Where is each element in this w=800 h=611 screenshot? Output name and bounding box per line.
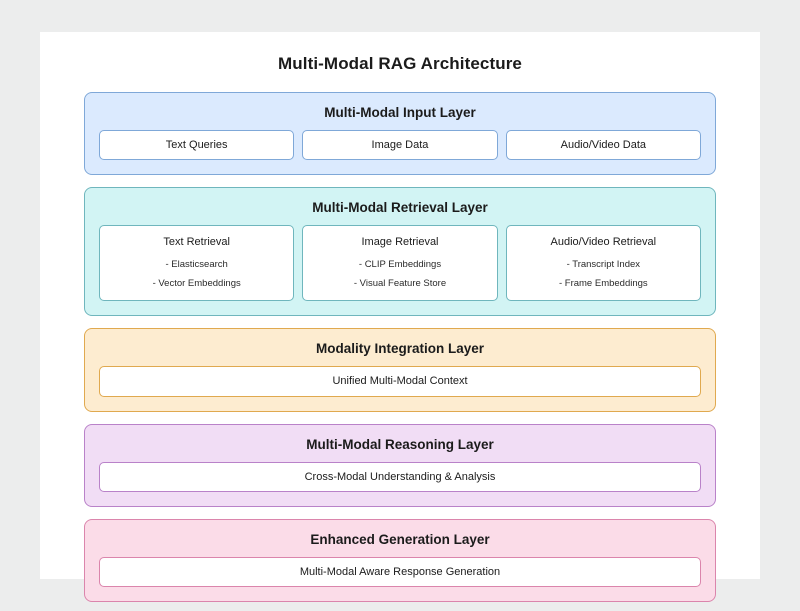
layer-input <box>84 92 716 175</box>
layer-title-reasoning: Multi-Modal Reasoning Layer <box>306 436 494 452</box>
layer-retrieval-boxes <box>99 225 701 301</box>
node-detail: - Frame Embeddings <box>558 278 648 290</box>
layer-stack <box>40 92 760 602</box>
node-audio-video-retrieval[interactable] <box>506 225 701 301</box>
node-text-retrieval[interactable] <box>99 225 294 301</box>
layer-integration <box>84 328 716 411</box>
node-detail: - Vector Embeddings <box>152 278 241 290</box>
layer-integration-boxes <box>99 366 701 396</box>
layer-title-input: Multi-Modal Input Layer <box>324 105 476 120</box>
node-label: Image Data <box>371 139 429 151</box>
layer-input-boxes <box>99 130 701 160</box>
node-cross-modal-understanding[interactable] <box>99 462 701 492</box>
node-audio-video-data[interactable] <box>506 130 701 160</box>
node-label: Text Queries <box>165 139 228 151</box>
node-text-queries[interactable] <box>99 130 294 160</box>
page-title: Multi-Modal RAG Architecture <box>278 54 522 73</box>
node-detail: - Transcript Index <box>566 258 641 270</box>
node-image-retrieval[interactable] <box>302 225 497 301</box>
layer-generation-boxes <box>99 557 701 587</box>
diagram-canvas <box>40 32 760 579</box>
node-detail: - Elasticsearch <box>165 258 228 270</box>
layer-reasoning-boxes <box>99 462 701 492</box>
node-label: Audio/Video Retrieval <box>550 236 657 249</box>
node-detail: - Visual Feature Store <box>353 278 447 290</box>
layer-title-integration: Modality Integration Layer <box>315 341 485 357</box>
layer-title-retrieval: Multi-Modal Retrieval Layer <box>312 200 488 216</box>
layer-generation <box>84 519 716 602</box>
node-label: Cross-Modal Understanding & Analysis <box>304 470 496 483</box>
node-label: Audio/Video Data <box>560 139 647 151</box>
node-label: Unified Multi-Modal Context <box>332 375 468 388</box>
node-detail: - CLIP Embeddings <box>358 258 442 270</box>
node-unified-context[interactable] <box>99 366 701 396</box>
layer-retrieval <box>84 187 716 316</box>
node-label: Text Retrieval <box>163 236 230 249</box>
node-image-data[interactable] <box>302 130 497 160</box>
node-response-generation[interactable] <box>99 557 701 587</box>
node-label: Image Retrieval <box>361 236 439 249</box>
layer-reasoning <box>84 424 716 507</box>
node-label: Multi-Modal Aware Response Generation <box>299 565 501 578</box>
layer-title-generation: Enhanced Generation Layer <box>310 531 490 547</box>
